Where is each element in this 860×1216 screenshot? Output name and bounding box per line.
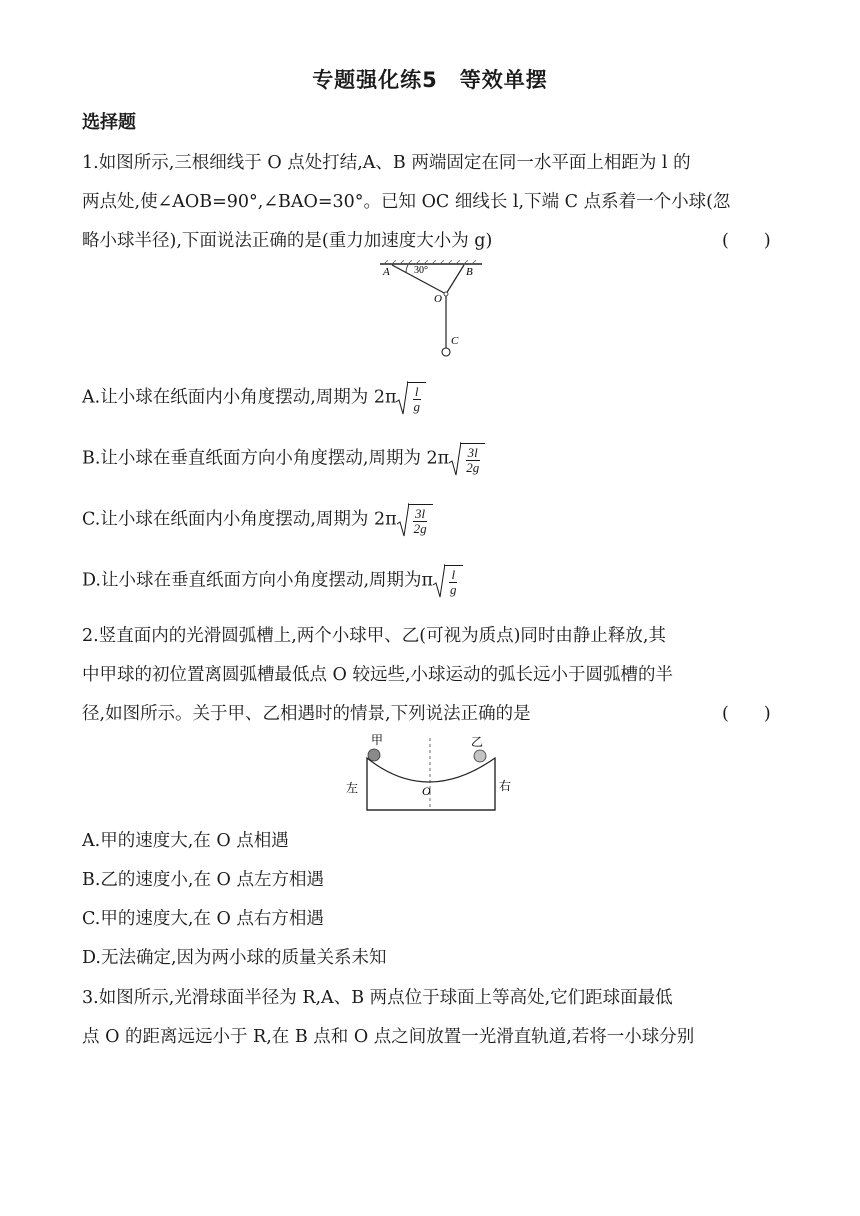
q2-label-yi: 乙: [471, 735, 484, 749]
q2-label-left: 左: [346, 781, 359, 795]
q2-answer-blank: ( ): [722, 704, 771, 724]
q1-label-o: O: [434, 293, 442, 305]
q2-label-right: 右: [499, 779, 512, 793]
q1-figure: [376, 258, 486, 362]
q2-option-d: D.无法确定,因为两小球的质量关系未知: [82, 948, 387, 968]
q3-line-2: 点 O 的距离远远小于 R,在 B 点和 O 点之间放置一光滑直轨道,若将一小球分别: [82, 1027, 695, 1047]
q2-option-b: B.乙的速度小,在 O 点左方相遇: [82, 870, 324, 890]
q1-option-a: A.让小球在纸面内小角度摆动,周期为 2π $\frac{l}{g}$: [82, 380, 426, 416]
q2-groove-outline: [367, 758, 495, 810]
sqrt-symbol: $\frac{l}{g}$: [396, 380, 426, 416]
q3-line-1: 3.如图所示,光滑球面半径为 R,A、B 两点位于球面上等高处,它们距球面最低: [82, 988, 673, 1008]
q2-figure: [340, 734, 530, 814]
q1-label-angle: 30°: [414, 265, 428, 276]
q1-string-bo: [446, 265, 464, 294]
q1-knot: [444, 292, 448, 296]
q2-line-1: 2.竖直面内的光滑圆弧槽上,两个小球甲、乙(可视为质点)同时由静止释放,其: [82, 626, 666, 646]
q2-line-2: 中甲球的初位置离圆弧槽最低点 O 较远些,小球运动的弧长远小于圆弧槽的半: [82, 665, 674, 685]
q2-ball-jia: [368, 749, 380, 761]
q1-answer-blank: ( ): [722, 231, 771, 251]
page-title: 专题强化练5 等效单摆: [312, 68, 548, 92]
q1-line-3: 略小球半径),下面说法正确的是(重力加速度大小为 g): [82, 231, 493, 251]
q1-ball: [442, 348, 450, 356]
q2-line-3: 径,如图所示。关于甲、乙相遇时的情景,下列说法正确的是: [82, 704, 531, 724]
q1-option-d: D.让小球在垂直纸面方向小角度摆动,周期为π $\frac{l}{g}$: [82, 563, 463, 599]
q2-label-jia: 甲: [371, 734, 384, 747]
sqrt-symbol: $\frac{3l}{2g}$: [449, 441, 485, 477]
sqrt-symbol: $\frac{3l}{2g}$: [397, 502, 433, 538]
q1-label-a: A: [383, 266, 390, 278]
q1-label-b: B: [466, 266, 473, 278]
sqrt-symbol: $\frac{l}{g}$: [433, 563, 463, 599]
q2-ball-yi: [474, 750, 486, 762]
q1-option-c: C.让小球在纸面内小角度摆动,周期为 2π $\frac{3l}{2g}$: [82, 502, 433, 538]
q1-line-2: 两点处,使∠AOB=90°,∠BAO=30°。已知 OC 细线长 l,下端 C 点系着一个小球(忽: [82, 192, 731, 212]
q2-option-a: A.甲的速度大,在 O 点相遇: [82, 831, 289, 851]
q2-option-c: C.甲的速度大,在 O 点右方相遇: [82, 909, 324, 929]
q2-label-o: O: [422, 784, 431, 798]
q1-label-c: C: [451, 335, 459, 347]
section-heading: 选择题: [82, 112, 136, 133]
q1-option-b: B.让小球在垂直纸面方向小角度摆动,周期为 2π $\frac{3l}{2g}$: [82, 441, 485, 477]
q1-line-1: 1.如图所示,三根细线于 O 点处打结,A、B 两端固定在同一水平面上相距为 l 的: [82, 153, 691, 173]
